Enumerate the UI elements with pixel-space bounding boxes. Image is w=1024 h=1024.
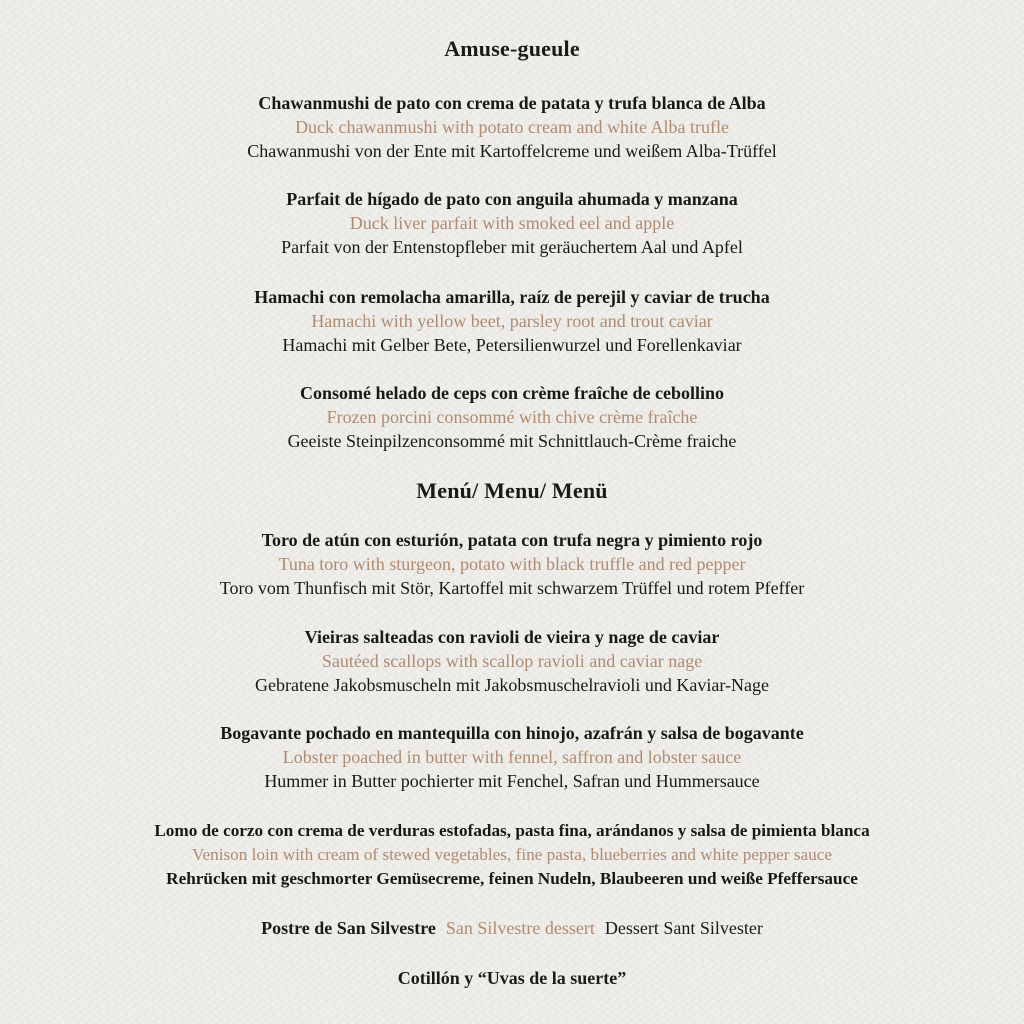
dish-name-es: Lomo de corzo con crema de verduras estofadas, pasta fina, arándanos y salsa de pimienta blanca	[154, 821, 870, 840]
dish-name-es: Chawanmushi de pato con crema de patata y trufa blanca de Alba	[258, 93, 766, 113]
dish-name-es: Hamachi con remolacha amarilla, raíz de perejil y caviar de trucha	[254, 287, 770, 307]
menu-title: Menú/ Menu/ Menü	[416, 478, 608, 503]
dish-name-es: Consomé helado de ceps con crème fraîche de cebollino	[300, 383, 724, 403]
amuse-dish-4	[0, 381, 1024, 453]
dish-name-en: Sautéed scallops with scallop ravioli and caviar nage	[321, 651, 703, 671]
dessert-line	[0, 916, 1024, 940]
menu-dish-3	[0, 721, 1024, 793]
dish-name-en: Venison loin with cream of stewed vegetables, fine pasta, blueberries and white pepper sauce	[191, 845, 832, 864]
dish-name-de: Toro vom Thunfisch mit Stör, Kartoffel mit schwarzem Trüffel und rotem Pfeffer	[219, 578, 805, 598]
dish-name-en: Tuna toro with sturgeon, potato with black truffle and red pepper	[278, 554, 746, 574]
dish-name-es: Vieiras salteadas con ravioli de vieira y nage de caviar	[304, 627, 720, 647]
dish-name-es: Bogavante pochado en mantequilla con hinojo, azafrán y salsa de bogavante	[220, 723, 804, 743]
dish-name-en: Frozen porcini consommé with chive crème fraîche	[326, 407, 698, 427]
dish-name-de: Geeiste Steinpilzenconsommé mit Schnittlauch-Crème fraiche	[287, 431, 737, 451]
dessert-en: San Silvestre dessert	[445, 918, 595, 938]
dish-name-de: Hummer in Butter pochierter mit Fenchel, Safran und Hummersauce	[264, 771, 760, 791]
dish-name-es: Parfait de hígado de pato con anguila ahumada y manzana	[286, 189, 738, 209]
dish-name-en: Hamachi with yellow beet, parsley root and trout caviar	[311, 311, 713, 331]
menu-dish-4	[0, 819, 1024, 891]
dish-name-en: Lobster poached in butter with fennel, saffron and lobster sauce	[282, 747, 742, 767]
amuse-dish-2	[0, 187, 1024, 259]
dish-name-es: Toro de atún con esturión, patata con trufa negra y pimiento rojo	[261, 530, 763, 550]
closing-line: Cotillón y “Uvas de la suerte”	[397, 968, 627, 988]
dish-name-de: Parfait von der Entenstopfleber mit geräuchertem Aal und Apfel	[281, 237, 743, 257]
dish-name-de: Rehrücken mit geschmorter Gemüsecreme, feinen Nudeln, Blaubeeren und weiße Pfeffersauce	[166, 869, 858, 888]
dish-name-de: Hamachi mit Gelber Bete, Petersilienwurzel und Forellenkaviar	[282, 335, 742, 355]
amuse-gueule-title: Amuse-gueule	[444, 36, 580, 61]
amuse-dish-1	[0, 91, 1024, 163]
menu-dish-2	[0, 625, 1024, 697]
dish-name-de: Chawanmushi von der Ente mit Kartoffelcreme und weißem Alba-Trüffel	[247, 141, 777, 161]
dish-name-en: Duck chawanmushi with potato cream and white Alba trufle	[295, 117, 729, 137]
amuse-dish-3	[0, 285, 1024, 357]
dessert-es: Postre de San Silvestre	[261, 918, 436, 938]
dish-name-de: Gebratene Jakobsmuscheln mit Jakobsmuschelravioli und Kaviar-Nage	[255, 675, 769, 695]
dessert-de: Dessert Sant Silvester	[604, 918, 763, 938]
menu-dish-1	[0, 528, 1024, 600]
dish-name-en: Duck liver parfait with smoked eel and apple	[349, 213, 675, 233]
